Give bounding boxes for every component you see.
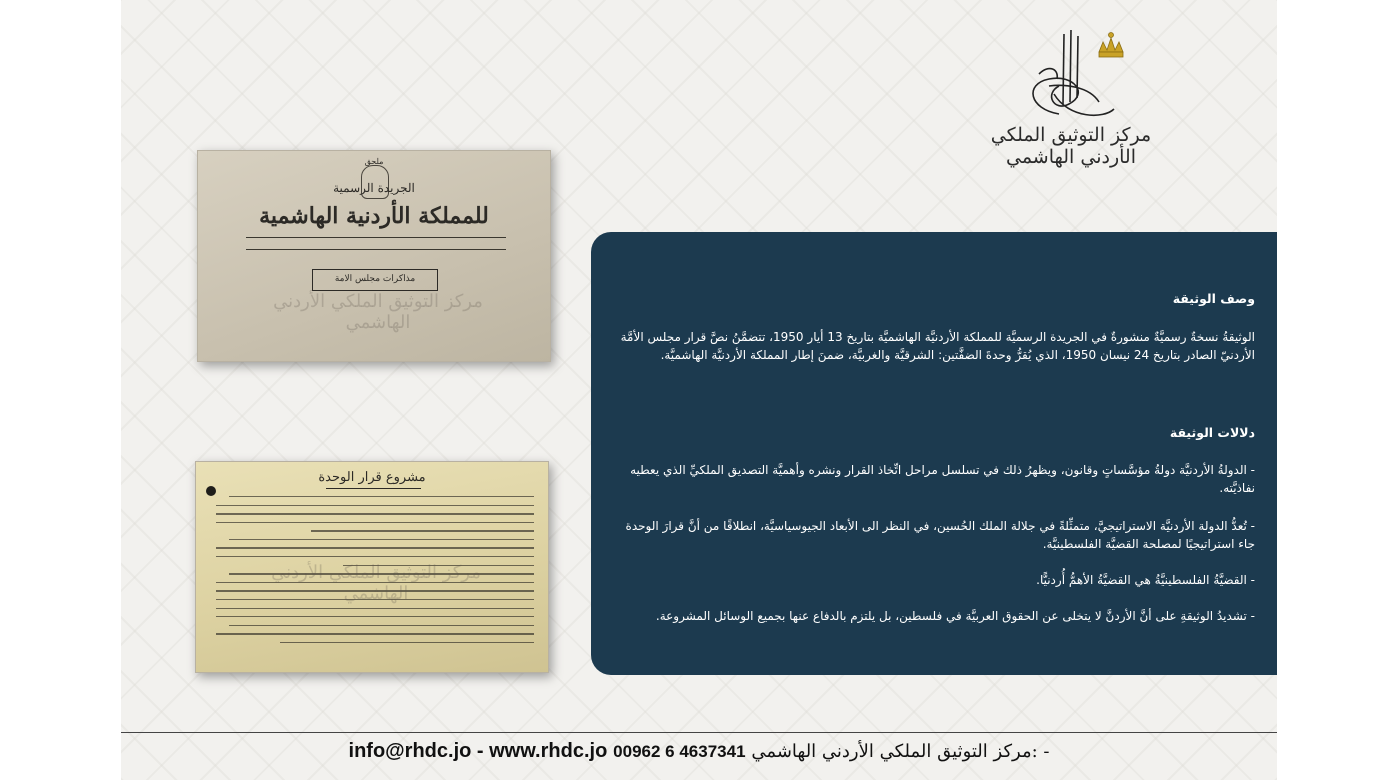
- significance-item: - تشديدُ الوثيقةِ على أنَّ الأردنَّ لا يتخلى عن الحقوق العربيَّة في فلسطين، بل يلتزم بالدفاع عنها بجميع الوسائل المشروعة.: [655, 609, 1255, 623]
- logo-org-name: مركز التوثيق الملكي الأردني الهاشمي: [990, 124, 1152, 168]
- footer-phone: 00962 6 4637341: [613, 742, 746, 761]
- gazette-rule: [246, 249, 506, 250]
- resolution-title-underline: [326, 488, 421, 489]
- official-gazette-image: [197, 150, 551, 362]
- significance-item: - تُعدُّ الدولة الأردنيَّة الاستراتيجيَّ، متمثِّلةً في جلالة الملك الحُسين، في النظر الى الأبعاد الجيوسياسيَّة، انطلاقًا من أنَّ قرارَ الوحدة جاء استراتيجيًا لمصلحة القضيَّة الفلسطينيَّة.: [625, 519, 1255, 551]
- gazette-title: للمملكة الأردنية الهاشمية: [259, 203, 489, 229]
- footer-contact: [121, 740, 1277, 770]
- punch-hole: [206, 486, 216, 496]
- resolution-watermark: مركز التوثيق الملكي الأردني الهاشمي: [271, 562, 481, 604]
- gazette-top-line: الجريدة الرسمية: [333, 181, 415, 195]
- footer-email-website[interactable]: info@rhdc.jo - www.rhdc.jo: [348, 740, 608, 762]
- description-text: الوثيقةُ نسخةٌ رسميَّةٌ منشورةٌ في الجريدة الرسميَّة للمملكة الأردنيَّة الهاشميَّة بتاريخ 13 أيار 1950، تتضمَّنُ نصَّ قرار مجلس الأمَّة الأردنيّ الصادر بتاريخ 24 نيسان 1950، الذي يُقرُّ وحدةَ الضفَّتين: الشرقيَّة والغربيَّة، ضمنَ إطار المملكة الأردنيَّة الهاشميَّة.: [620, 330, 1255, 362]
- significance-item: - الدولةُ الأردنيَّة دولةُ مؤسَّساتٍ وقانون، ويظهرُ ذلك في تسلسل مراحل اتِّخاذ القرار ونشره وأهميَّة التصديق الملكيِّ الذي يعطيه نفاذيَّته.: [630, 463, 1255, 495]
- document-info-panel: [591, 232, 1277, 675]
- significance-item: - القضيَّةُ الفلسطينيَّةُ هي القضيَّةُ الأهمُّ أُردنيًّا.: [1036, 573, 1255, 587]
- gazette-rule: [246, 237, 506, 238]
- gazette-watermark: مركز التوثيق الملكي الأردني الهاشمي: [273, 291, 483, 333]
- significance-heading: دلالات الوثيقة: [1169, 425, 1255, 440]
- gazette-supplement-label: ملحق: [364, 157, 384, 166]
- description-heading: وصف الوثيقة: [1172, 291, 1255, 306]
- gazette-section-box: مذاكرات مجلس الامة: [312, 269, 438, 291]
- footer-org-name: مركز التوثيق الملكي الأردني الهاشمي: -: [751, 741, 1050, 762]
- footer-divider: [121, 732, 1277, 733]
- unity-resolution-image: [195, 461, 549, 673]
- resolution-title: مشروع قرار الوحدة: [318, 470, 426, 485]
- calligraphy-crown-emblem-icon: [1019, 24, 1129, 124]
- rhdc-logo: [971, 20, 1171, 168]
